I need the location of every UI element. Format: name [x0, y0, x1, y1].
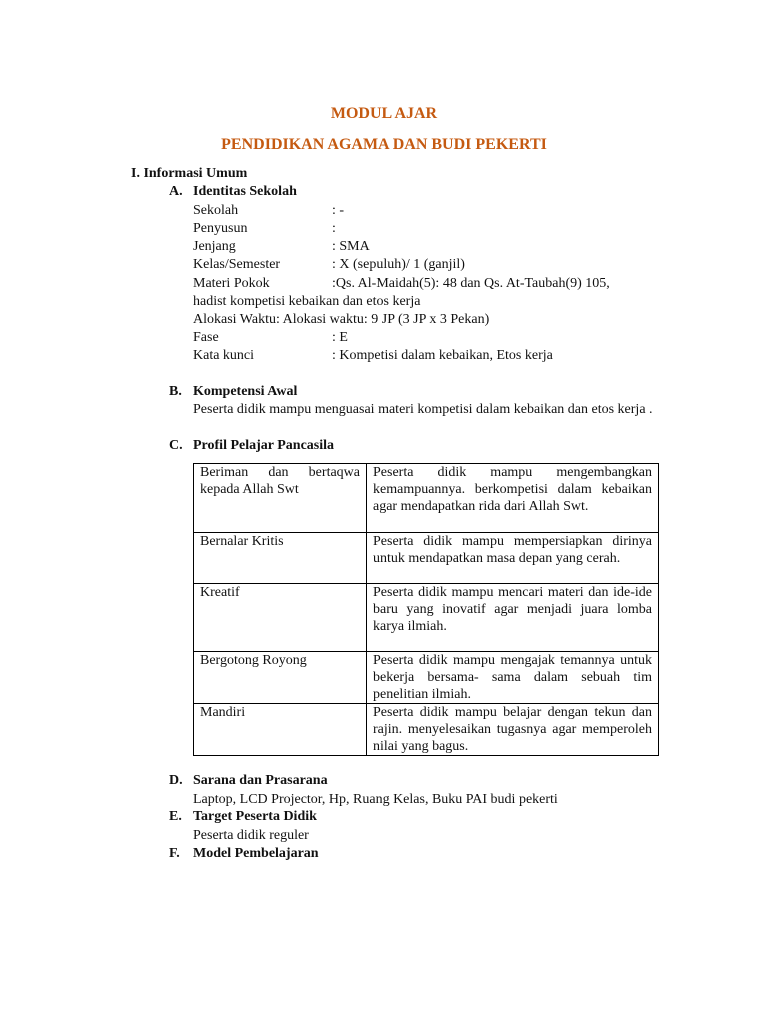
- table-cell-description: Peserta didik mampu mempersiapkan dirinya untuk mendapatkan masa depan yang cerah.: [367, 533, 659, 584]
- subsection-heading-target: Target Peserta Didik: [193, 809, 317, 824]
- table-cell-description: Peserta didik mampu mengajak temannya untuk bekerja bersama- sama dalam sebuah tim penelitian ilmiah.: [367, 652, 659, 704]
- identity-value-kata-kunci: : Kompetisi dalam kebaikan, Etos kerja: [332, 348, 553, 363]
- table-row: [194, 464, 659, 533]
- subsection-label-e: E.: [169, 809, 182, 824]
- table-row: [194, 652, 659, 704]
- identity-value-jenjang: : SMA: [332, 239, 370, 254]
- table-cell-dimension: Kreatif: [194, 584, 367, 652]
- subsection-label-d: D.: [169, 773, 183, 788]
- kompetensi-awal-text: Peserta didik mampu menguasai materi kompetisi dalam kebaikan dan etos kerja .: [193, 402, 653, 417]
- subsection-heading-profil-pancasila: Profil Pelajar Pancasila: [193, 438, 335, 453]
- table-cell-dimension: Bergotong Royong: [194, 652, 367, 704]
- subsection-label-a: A.: [169, 184, 183, 199]
- document-title: MODUL AJAR: [330, 105, 438, 122]
- table-row: [194, 704, 659, 756]
- identity-value-penyusun: :: [332, 221, 336, 236]
- subsection-heading-sarana: Sarana dan Prasarana: [193, 773, 328, 788]
- subsection-heading-kompetensi-awal: Kompetensi Awal: [193, 384, 298, 399]
- identity-label-penyusun: Penyusun: [193, 221, 248, 236]
- table-cell-dimension: Beriman dan bertaqwa kepada Allah Swt: [194, 464, 367, 533]
- table-cell-dimension: Mandiri: [194, 704, 367, 756]
- sarana-text: Laptop, LCD Projector, Hp, Ruang Kelas, Buku PAI budi pekerti: [193, 792, 558, 807]
- table-row: [194, 533, 659, 584]
- table-cell-description: Peserta didik mampu mencari materi dan ide-ide baru yang inovatif agar menjadi juara lomba karya ilmiah.: [367, 584, 659, 652]
- document-subtitle: PENDIDIKAN AGAMA DAN BUDI PEKERTI: [221, 136, 547, 153]
- identity-value-kelas: : X (sepuluh)/ 1 (ganjil): [332, 257, 465, 272]
- identity-alokasi-waktu: Alokasi Waktu: Alokasi waktu: 9 JP (3 JP x 3 Pekan): [193, 312, 490, 327]
- identity-label-fase: Fase: [193, 330, 219, 345]
- identity-value-sekolah: : -: [332, 203, 345, 218]
- section-heading-informasi-umum: I. Informasi Umum: [131, 166, 248, 181]
- subsection-label-b: B.: [169, 384, 182, 399]
- identity-label-materi: Materi Pokok: [193, 276, 270, 291]
- table-cell-dimension: Bernalar Kritis: [194, 533, 367, 584]
- identity-label-jenjang: Jenjang: [193, 239, 236, 254]
- identity-label-kata-kunci: Kata kunci: [193, 348, 255, 363]
- subsection-heading-identitas: Identitas Sekolah: [193, 184, 297, 199]
- profil-pancasila-table: [193, 463, 659, 756]
- identity-value-materi: :Qs. Al-Maidah(5): 48 dan Qs. At-Taubah(9) 105,: [332, 276, 610, 291]
- subsection-label-f: F.: [169, 846, 180, 861]
- identity-materi-continuation: hadist kompetisi kebaikan dan etos kerja: [193, 294, 421, 309]
- subsection-label-c: C.: [169, 438, 183, 453]
- identity-value-fase: : E: [332, 330, 348, 345]
- table-row: [194, 584, 659, 652]
- subsection-heading-model: Model Pembelajaran: [193, 846, 319, 861]
- target-text: Peserta didik reguler: [193, 828, 309, 843]
- identity-label-kelas: Kelas/Semester: [193, 257, 281, 272]
- table-cell-description: Peserta didik mampu mengembangkan kemampuannya. berkompetisi dalam kebaikan agar mendapatkan rida dari Allah Swt.: [367, 464, 659, 533]
- identity-label-sekolah: Sekolah: [193, 203, 239, 218]
- table-cell-description: Peserta didik mampu belajar dengan tekun dan rajin. menyelesaikan tugasnya agar memperoleh nilai yang bagus.: [367, 704, 659, 756]
